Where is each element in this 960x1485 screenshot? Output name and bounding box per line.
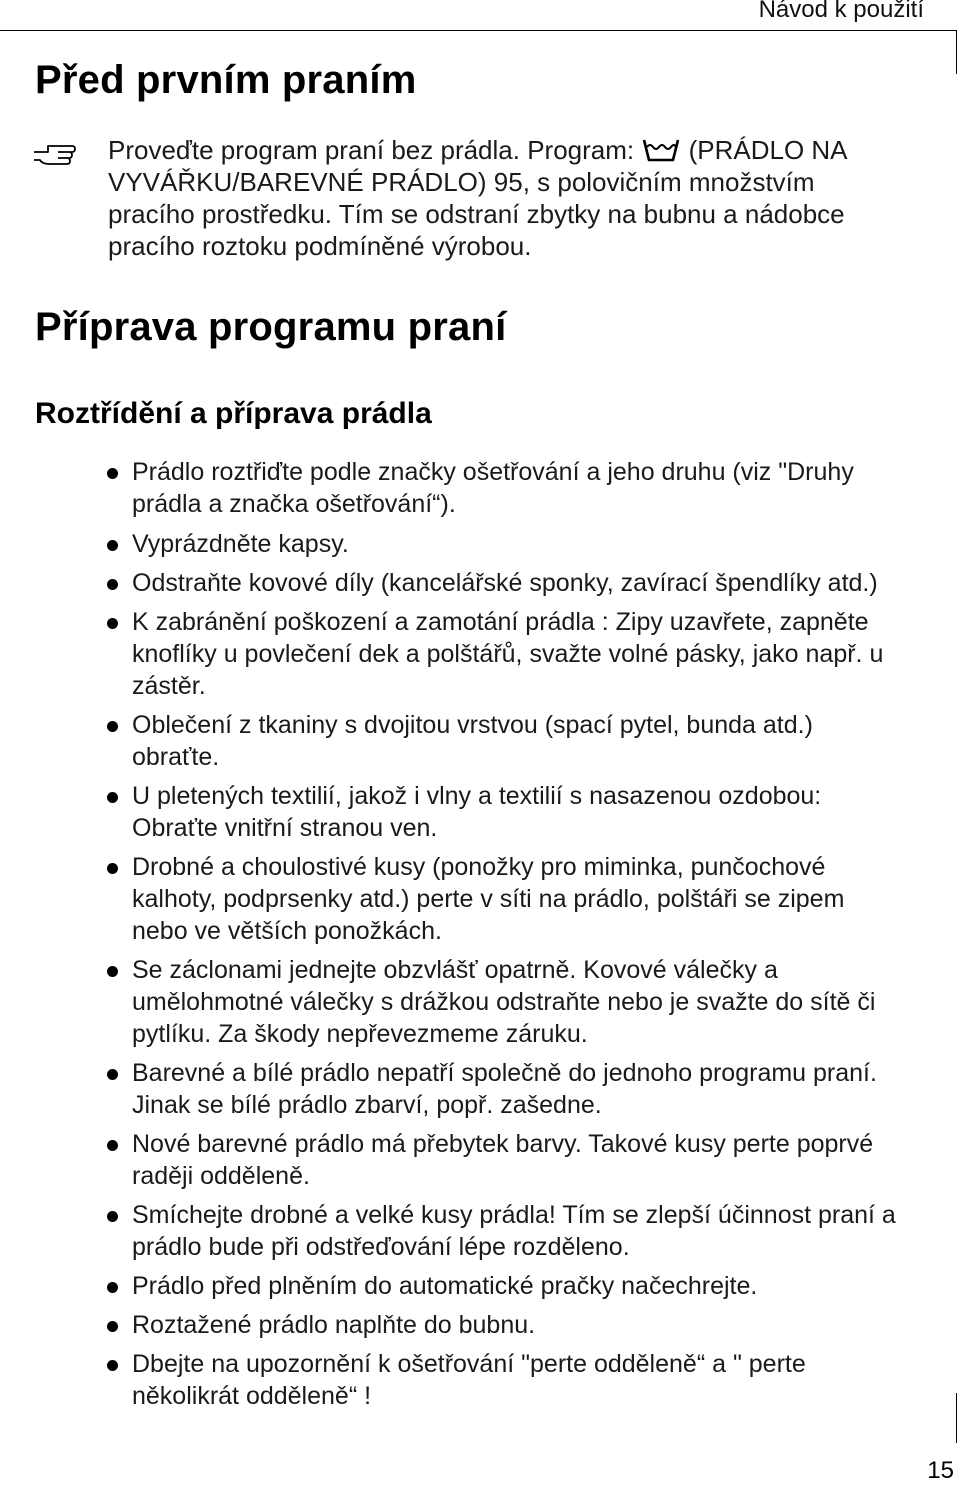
bullet-icon — [107, 540, 118, 551]
list-item: Nové barevné prádlo má přebytek barvy. Takové kusy perte poprvé raději odděleně. — [100, 1128, 900, 1192]
bullet-icon — [107, 792, 118, 803]
list-item: Odstraňte kovové díly (kancelářské sponky, zavírací špendlíky atd.) — [100, 567, 900, 599]
subsection-title-sorting: Roztřídění a příprava prádla — [35, 397, 432, 430]
bullet-icon — [107, 1140, 118, 1151]
bullet-icon — [107, 618, 118, 629]
list-item: Barevné a bílé prádlo nepatří společně do jednoho programu praní. Jinak se bílé prádlo zbarví, popř. zašedne. — [100, 1057, 900, 1121]
list-item: Roztažené prádlo naplňte do bubnu. — [100, 1309, 900, 1341]
manual-title: Návod k použití — [758, 0, 924, 23]
header-corner-line — [956, 30, 957, 74]
list-item: Smíchejte drobné a velké kusy prádla! Tím se zlepší účinnost praní a prádlo bude při odstřeďování lépe rozděleno. — [100, 1199, 900, 1263]
bullet-icon — [107, 1360, 118, 1371]
bullet-icon — [107, 863, 118, 874]
section-title-program-prep: Příprava programu praní — [35, 305, 507, 349]
list-item: U pletených textilií, jakož i vlny a textilií s nasazenou ozdobou: Obraťte vnitřní stranou ven. — [100, 780, 900, 844]
first-wash-note — [108, 134, 908, 262]
bullet-icon — [107, 1211, 118, 1222]
bullet-icon — [107, 966, 118, 977]
list-item: Prádlo před plněním do automatické pračky načechrejte. — [100, 1270, 900, 1302]
section-title-first-wash: Před prvním praním — [35, 58, 417, 102]
bullet-icon — [107, 468, 118, 479]
note-text-part2: (PRÁDLO NA VYVÁŘKU/BAREVNÉ PRÁDLO) 95, s polovičním množstvím pracího prostředku. Tím se odstraní zbytky na bubnu a nádobce pracího roztoku podmíněné výrobou. — [108, 135, 847, 261]
bullet-icon — [107, 1282, 118, 1293]
bullet-icon — [107, 1321, 118, 1332]
list-item: K zabránění poškození a zamotání prádla : Zipy uzavřete, zapněte knoflíky u povlečení dek a polštářů, svažte volné pásky, jako např. u zástěr. — [100, 606, 900, 702]
list-item: Dbejte na upozornění k ošetřování "perte odděleně“ a " perte několikrát odděleně“ ! — [100, 1348, 900, 1412]
header-divider — [0, 30, 956, 31]
sorting-list — [100, 456, 900, 1412]
list-item: Vyprázdněte kapsy. — [100, 528, 900, 560]
pointing-hand-icon — [32, 140, 76, 166]
list-item: Drobné a choulostivé kusy (ponožky pro miminka, punčochové kalhoty, podprsenky atd.) perte v síti na prádlo, polštáři se zipem nebo ve větších ponožkách. — [100, 851, 900, 947]
list-item: Se záclonami jednejte obzvlášť opatrně. Kovové válečky a umělohmotné válečky s drážkou odstraňte nebo je svažte do sítě či pytlíku. Za škody nepřevezmeme záruku. — [100, 954, 900, 1050]
bullet-icon — [107, 1069, 118, 1080]
wash-tub-icon — [641, 137, 681, 163]
note-text-part1: Proveďte program praní bez prádla. Program: — [108, 135, 635, 165]
page-number: 15 — [927, 1457, 954, 1484]
bullet-icon — [107, 579, 118, 590]
list-item: Oblečení z tkaniny s dvojitou vrstvou (spací pytel, bunda atd.) obraťte. — [100, 709, 900, 773]
list-item: Prádlo roztřiďte podle značky ošetřování a jeho druhu (viz "Druhy prádla a značka ošetřování“). — [100, 456, 900, 520]
bullet-icon — [107, 721, 118, 732]
footer-side-line — [956, 1393, 957, 1443]
